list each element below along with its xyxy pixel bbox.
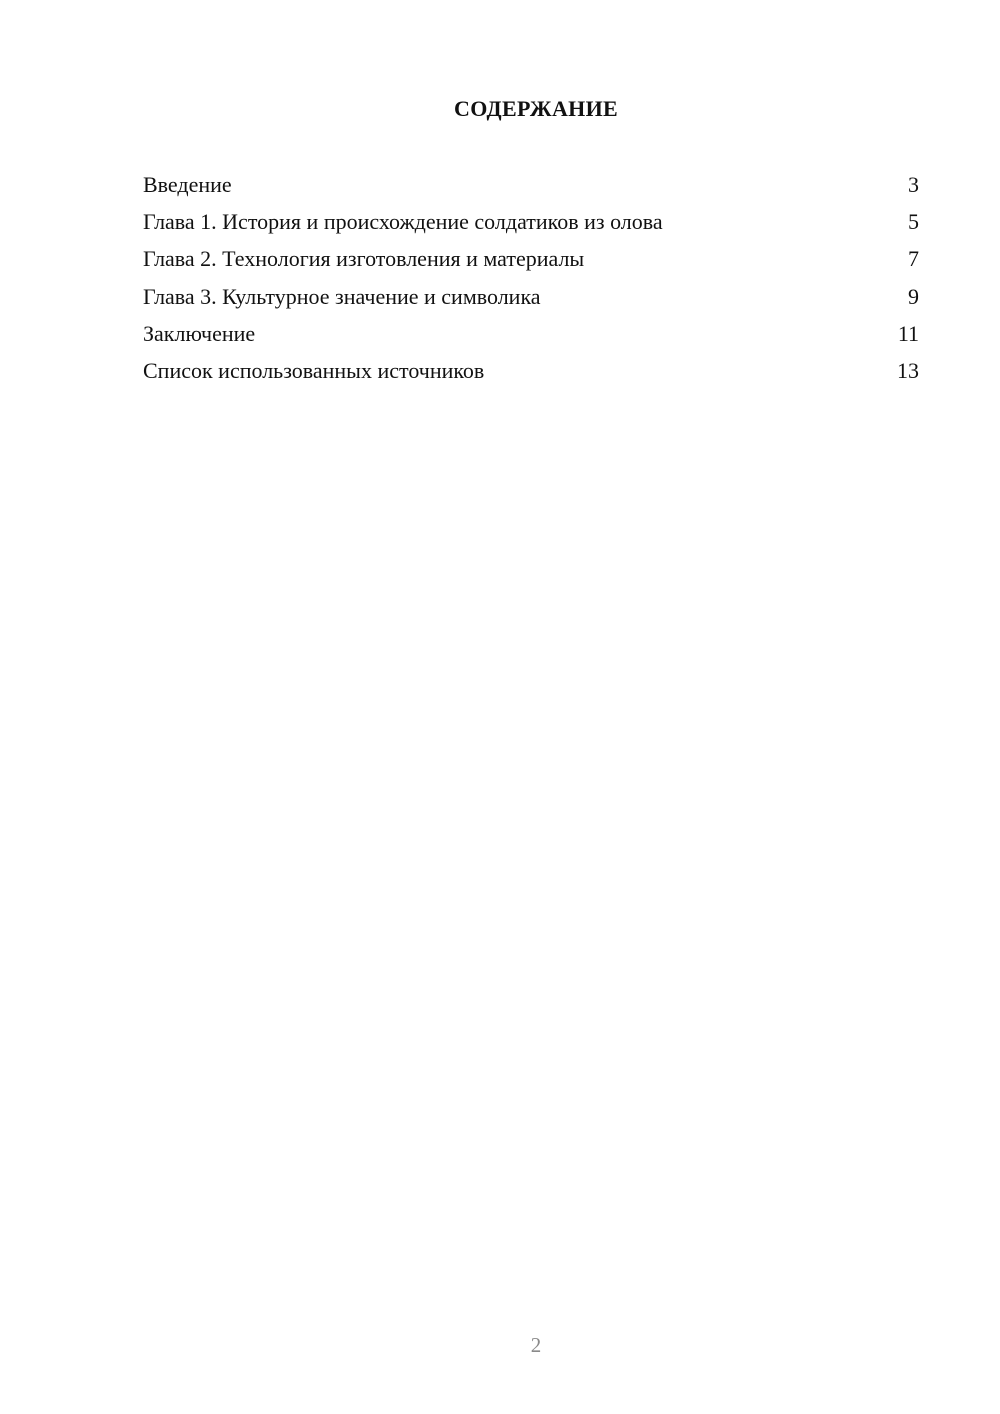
toc-entry-label: Заключение (143, 320, 256, 346)
toc-entry (143, 207, 919, 244)
toc-entry-page: 7 (908, 246, 919, 272)
toc-entry (143, 170, 919, 207)
page-number: 2 (530, 1333, 542, 1357)
toc-entry-label: Глава 2. Технология изготовления и материалы (143, 246, 585, 272)
toc-entry-page: 11 (897, 320, 919, 346)
toc-entry-label: Глава 1. История и происхождение солдатиков из олова (143, 209, 663, 235)
toc-entry (143, 319, 919, 356)
toc-entry (143, 244, 919, 281)
toc-entry-page: 13 (897, 357, 919, 383)
toc-entry-page: 5 (908, 209, 919, 235)
table-of-contents (143, 170, 919, 393)
page-title: СОДЕРЖАНИЕ (454, 96, 618, 121)
toc-entry-label: Список использованных источников (143, 357, 485, 383)
toc-entry (143, 282, 919, 319)
toc-entry-page: 9 (908, 283, 919, 309)
toc-entry-page: 3 (908, 172, 919, 197)
toc-entry-label: Введение (143, 172, 232, 197)
toc-entry (143, 356, 919, 393)
toc-entry-label: Глава 3. Культурное значение и символика (143, 283, 541, 309)
